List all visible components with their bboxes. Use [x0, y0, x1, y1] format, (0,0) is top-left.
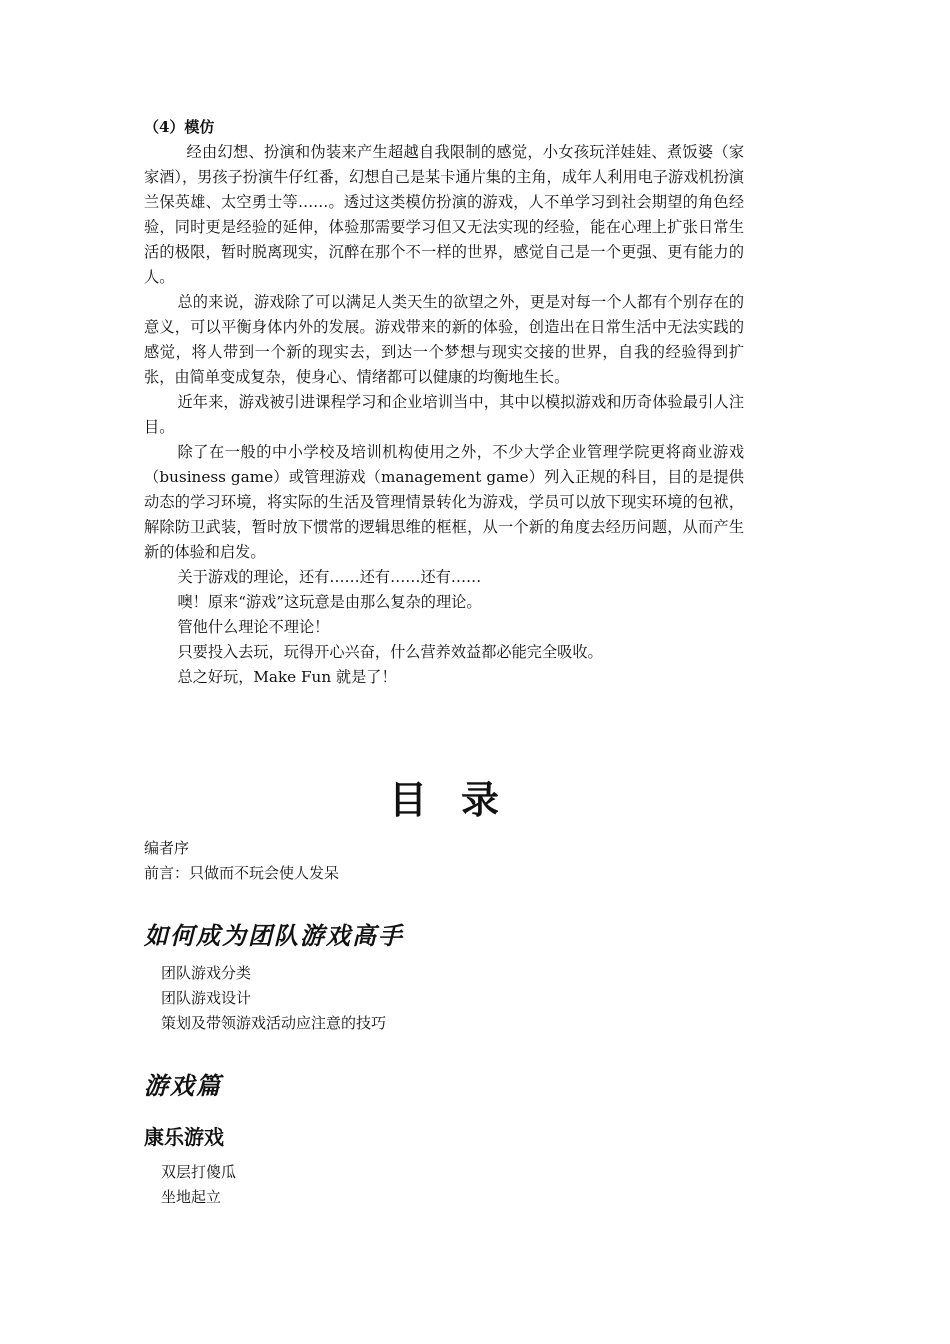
toc-entry[interactable]: 策划及带领游戏活动应注意的技巧: [161, 1014, 387, 1032]
section-body: [144, 140, 744, 690]
section-title: （4）模仿: [144, 118, 215, 136]
toc-part-heading[interactable]: 如何成为团队游戏高手: [144, 922, 404, 950]
toc-subheading[interactable]: 康乐游戏: [144, 1125, 224, 1149]
toc-title: 目录: [388, 778, 533, 822]
toc-part2-list: [161, 1160, 236, 1210]
paragraph: 总的来说，游戏除了可以满足人类天生的欲望之外，更是对每一个人都有个别存在的意义，可以平衡身体内外的发展。游戏带来的新的体验，创造出在日常生活中无法实践的感觉，将人带到一个新的现实去，到达一个梦想与现实交接的世界，自我的经验得到扩张，由简单变成复杂，使身心、情绪都可以健康的均衡地生长。: [144, 293, 744, 386]
paragraph: 管他什么理论不理论！: [177, 618, 330, 636]
toc-entry[interactable]: 团队游戏设计: [161, 989, 252, 1007]
paragraph: 关于游戏的理论，还有……还有……还有……: [177, 568, 482, 586]
paragraph: 只要投入去玩，玩得开心兴奋，什么营养效益都必能完全吸收。: [177, 643, 603, 661]
paragraph: 噢！原来“游戏”这玩意是由那么复杂的理论。: [177, 593, 482, 611]
toc-entry-preface[interactable]: 编者序: [144, 839, 190, 857]
paragraph: 总之好玩，Make Fun 就是了！: [177, 668, 397, 686]
paragraph: 除了在一般的中小学校及培训机构使用之外，不少大学企业管理学院更将商业游戏（business game）或管理游戏（management game）列入正规的科目，目的是提供动态的学习环境，将实际的生活及管理情景转化为游戏，学员可以放下现实环境的包袱，解除防卫武装，暂时放下惯常的逻辑思维的框框，从一个新的角度去经历问题，从而产生新的体验和启发。: [144, 443, 744, 561]
toc-entry[interactable]: 团队游戏分类: [161, 964, 252, 982]
toc-entry[interactable]: 双层打傻瓜: [161, 1163, 237, 1181]
paragraph: 经由幻想、扮演和伪装来产生超越自我限制的感觉，小女孩玩洋娃娃、煮饭婆（家家酒），男孩子扮演牛仔红番，幻想自己是某卡通片集的主角，成年人利用电子游戏机扮演兰保英雄、太空勇士等……。透过这类模仿扮演的游戏，人不单学习到社会期望的角色经验，同时更是经验的延伸，体验那需要学习但又无法实现的经验，能在心理上扩张日常生活的极限，暂时脱离现实，沉醉在那个不一样的世界，感觉自己是一个更强、更有能力的人。: [144, 143, 744, 286]
paragraph: 近年来，游戏被引进课程学习和企业培训当中，其中以模拟游戏和历奇体验最引人注目。: [144, 393, 744, 436]
toc-part1-list: [161, 961, 386, 1036]
toc-entry[interactable]: 坐地起立: [161, 1188, 222, 1206]
toc-part-heading[interactable]: 游戏篇: [144, 1072, 222, 1100]
toc-entry-foreword[interactable]: 前言：只做而不玩会使人发呆: [144, 864, 340, 882]
